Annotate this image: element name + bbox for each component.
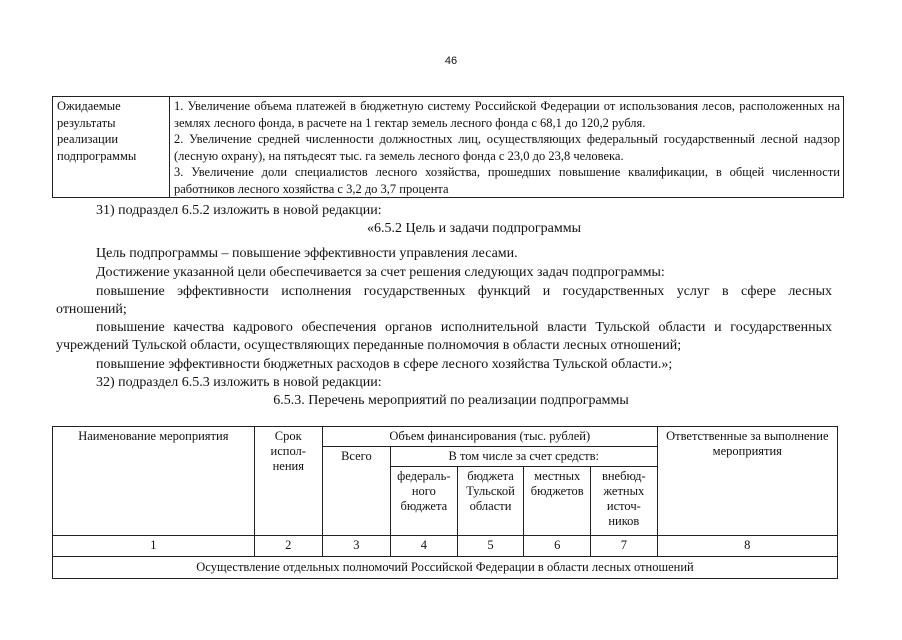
column-number: 7 [591,536,658,557]
col-header-including: В том числе за счет средств: [390,447,657,467]
col-header-total: Всего [322,447,390,536]
result-item: 3. Увеличение доли специалистов лесного хозяйства, прошедших повышение квалификации, в общей численности работников лесного хозяйства с 3,2 до 3,7 процента [174,165,840,196]
result-item: 2. Увеличение средней численности должностных лиц, осуществляющих федеральный государственный лесной надзор (лесную охрану), на пятьдесят тыс. га земель лесного фонда с 23,0 до 23,8 человека. [174,132,840,163]
col-header-federal: федераль-ного бюджета [390,467,457,536]
achieve-text: Достижение указанной цели обеспечивается за счет решения следующих задач подпрограммы: [96,265,665,280]
results-content [170,97,844,198]
task-1-line-1: повышение эффективности исполнения государственных функций и государственных услуг в сфере лесных [96,284,832,299]
heading-6-5-2: «6.5.2 Цель и задачи подпрограммы [366,221,582,236]
section-row: Осуществление отдельных полномочий Российской Федерации в области лесных отношений [53,557,838,579]
task-2-line-1: повышение качества кадрового обеспечения органов исполнительной власти Тульской области и государственных [96,320,832,335]
results-label: Ожидаемые результаты реализации подпрограммы [53,97,170,198]
results-table [52,96,844,198]
col-header-name: Наименование мероприятия [53,427,255,536]
task-1-line-2: отношений; [56,302,127,317]
column-number: 5 [457,536,524,557]
result-item: 1. Увеличение объема платежей в бюджетную систему Российской Федерации от использования лесов, расположенных на землях лесного фонда, в расчете на 1 гектар земель лесного фонда с 68,1 до 120,2 рубля. [174,99,840,130]
goal-text: Цель подпрограммы – повышение эффективности управления лесами. [96,246,518,261]
page-number: 46 [444,55,458,67]
col-header-term: Срок испол-нения [254,427,322,536]
column-number: 4 [390,536,457,557]
column-number: 3 [322,536,390,557]
paragraph-32: 32) подраздел 6.5.3 изложить в новой редакции: [96,375,382,390]
col-header-extra: внебюд-жетных источ-ников [591,467,658,536]
column-number: 6 [524,536,591,557]
task-2-line-2: учреждений Тульской области, осуществляющих переданные полномочия в области лесных отношений; [56,338,682,353]
heading-6-5-3: 6.5.3. Перечень мероприятий по реализации подпрограммы [273,393,629,408]
column-number: 8 [657,536,837,557]
measures-table [52,426,838,579]
col-header-tula: бюджета Тульской области [457,467,524,536]
column-number: 2 [254,536,322,557]
column-number: 1 [53,536,255,557]
col-header-responsible: Ответственные за выполнение мероприятия [657,427,837,536]
paragraph-31: 31) подраздел 6.5.2 изложить в новой редакции: [96,203,382,218]
task-3: повышение эффективности бюджетных расходов в сфере лесного хозяйства Тульской области.»; [96,357,673,372]
col-header-funding: Объем финансирования (тыс. рублей) [322,427,657,447]
col-header-local: местных бюджетов [524,467,591,536]
